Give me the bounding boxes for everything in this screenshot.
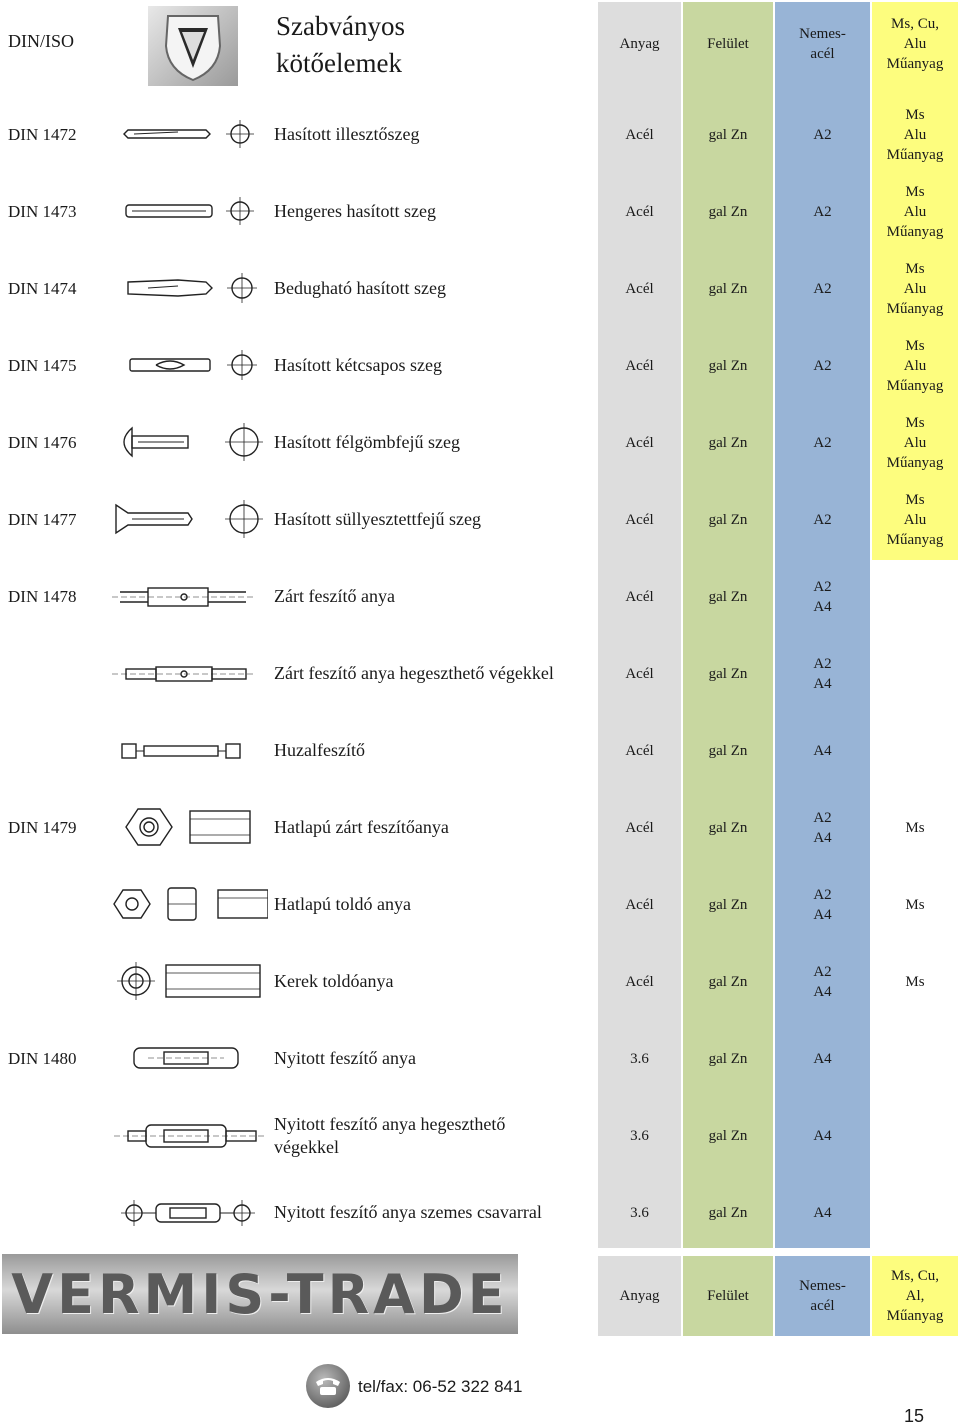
row-code: DIN 1478 xyxy=(8,586,77,606)
table-row xyxy=(0,1020,960,1097)
round-coupling-nut-icon xyxy=(108,951,268,1011)
cell-nemesacel: A2 A4 xyxy=(813,655,832,692)
brand-name: VERMIS-TRADE xyxy=(11,1262,509,1326)
row-name xyxy=(274,635,596,712)
row-name xyxy=(274,173,596,250)
row-code: DIN 1480 xyxy=(8,1048,77,1068)
row-name xyxy=(274,1174,596,1251)
row-name xyxy=(274,96,596,173)
cell-felulet: gal Zn xyxy=(708,896,748,913)
row-name xyxy=(274,789,596,866)
cell-anyag: Acél xyxy=(625,973,654,990)
cell-nemesacel: A4 xyxy=(813,742,832,759)
shield-logo-icon xyxy=(148,6,238,86)
cell-other: Ms Alu Műanyag xyxy=(886,260,944,317)
cell-anyag: Acél xyxy=(625,665,654,682)
cell-other: Ms Alu Műanyag xyxy=(886,414,944,471)
cell-nemesacel: A2 xyxy=(813,511,832,528)
row-name-line: Zárt feszítő anya hegeszthető végekkel xyxy=(274,663,554,683)
cell-anyag: Acél xyxy=(625,819,654,836)
hex-turnbuckle-nut-icon xyxy=(108,797,268,857)
page-number: 15 xyxy=(904,1406,925,1426)
cell-felulet: gal Zn xyxy=(708,819,748,836)
table-row xyxy=(0,789,960,866)
cell-anyag: 3.6 xyxy=(630,1127,649,1144)
insert-grooved-pin-icon xyxy=(108,258,268,318)
row-name xyxy=(274,712,596,789)
cell-nemesacel: A2 xyxy=(813,434,832,451)
header-nemesacel: Nemes- acél xyxy=(799,26,846,62)
cell-nemesacel: A2 A4 xyxy=(813,886,832,923)
row-code: DIN 1474 xyxy=(8,278,77,298)
cell-nemesacel: A2 A4 xyxy=(813,578,832,615)
table-row xyxy=(0,327,960,404)
row-name-line: Hasított kétcsapos szeg xyxy=(274,355,442,375)
table-row xyxy=(0,1174,960,1251)
row-name xyxy=(274,943,596,1020)
cell-felulet: gal Zn xyxy=(708,665,748,682)
cell-other: Ms Alu Műanyag xyxy=(886,106,944,163)
cell-felulet: gal Zn xyxy=(708,973,748,990)
cell-other: Ms Alu Műanyag xyxy=(886,183,944,240)
row-name-line: Hengeres hasított szeg xyxy=(274,201,436,221)
grooved-pin-icon xyxy=(108,104,268,164)
cell-other: Ms Alu Műanyag xyxy=(886,337,944,394)
cell-nemesacel: A2 A4 xyxy=(813,809,832,846)
row-code: DIN 1475 xyxy=(8,355,77,375)
phone-icon xyxy=(306,1364,350,1408)
row-name xyxy=(274,558,596,635)
row-name-line: Nyitott feszítő anya xyxy=(274,1048,416,1068)
footer-nemesacel: Nemes- acél xyxy=(799,1278,846,1314)
header-logo xyxy=(148,6,238,86)
cell-anyag: Acél xyxy=(625,280,654,297)
cell-other: Ms Alu Műanyag xyxy=(886,491,944,548)
cell-felulet: gal Zn xyxy=(708,1127,748,1144)
cell-anyag: Acél xyxy=(625,203,654,220)
cell-nemesacel: A4 xyxy=(813,1127,832,1144)
cell-nemesacel: A4 xyxy=(813,1204,832,1221)
cell-nemesacel: A2 A4 xyxy=(813,963,832,1000)
cell-felulet: gal Zn xyxy=(708,203,748,220)
cell-nemesacel: A2 xyxy=(813,126,832,143)
cell-anyag: 3.6 xyxy=(630,1050,649,1067)
header-anyag: Anyag xyxy=(619,36,660,52)
row-code: DIN 1477 xyxy=(8,509,77,529)
row-name-line: Nyitott feszítő anya szemes csavarral xyxy=(274,1202,542,1222)
footer-other: Ms, Cu, Al, Műanyag xyxy=(886,1268,944,1324)
row-name xyxy=(274,1020,596,1097)
open-turnbuckle-icon xyxy=(108,1028,268,1088)
table-row xyxy=(0,404,960,481)
cell-felulet: gal Zn xyxy=(708,588,748,605)
cell-other: Ms xyxy=(905,819,925,836)
header-code-label: DIN/ISO xyxy=(8,31,74,51)
cell-anyag: Acél xyxy=(625,511,654,528)
brand-logo xyxy=(2,1254,518,1334)
cell-felulet: gal Zn xyxy=(708,280,748,297)
header-other: Ms, Cu, Alu Műanyag xyxy=(886,16,944,72)
cell-anyag: Acél xyxy=(625,357,654,374)
table-row xyxy=(0,712,960,789)
cell-nemesacel: A2 xyxy=(813,203,832,220)
row-name-line: Nyitott feszítő anya hegeszthető xyxy=(274,1113,506,1134)
page-title: Szabványos kötőelemek xyxy=(276,11,405,78)
cell-felulet: gal Zn xyxy=(708,511,748,528)
row-name-line: végekkel xyxy=(274,1136,339,1157)
table-row xyxy=(0,635,960,712)
closed-turnbuckle-icon xyxy=(108,566,268,626)
cell-felulet: gal Zn xyxy=(708,434,748,451)
row-name-line: Hasított félgömbfejű szeg xyxy=(274,432,460,452)
open-turnbuckle-weld-ends-icon xyxy=(108,1105,268,1165)
table-row xyxy=(0,250,960,327)
row-name-line: Bedugható hasított szeg xyxy=(274,278,446,298)
center-grooved-pin-icon xyxy=(108,335,268,395)
cell-nemesacel: A2 xyxy=(813,280,832,297)
row-name xyxy=(274,866,596,943)
cell-anyag: Acél xyxy=(625,742,654,759)
closed-turnbuckle-weld-ends-icon xyxy=(108,643,268,703)
cell-anyag: 3.6 xyxy=(630,1204,649,1221)
open-turnbuckle-eye-bolt-icon xyxy=(108,1182,268,1242)
row-name-line: Hatlapú toldó anya xyxy=(274,894,411,914)
cell-felulet: gal Zn xyxy=(708,1050,748,1067)
cell-anyag: Acél xyxy=(625,896,654,913)
countersunk-grooved-pin-icon xyxy=(108,489,268,549)
table-row xyxy=(0,1097,960,1174)
header-felulet: Felület xyxy=(707,36,749,52)
row-name xyxy=(274,250,596,327)
row-name-line: Zárt feszítő anya xyxy=(274,586,395,606)
cell-other: Ms xyxy=(905,973,925,990)
row-name-line: Hatlapú zárt feszítőanya xyxy=(274,817,449,837)
table-row xyxy=(0,943,960,1020)
row-code: DIN 1476 xyxy=(8,432,77,452)
row-name xyxy=(274,481,596,558)
row-name-line: Kerek toldóanya xyxy=(274,971,394,991)
cell-nemesacel: A2 xyxy=(813,357,832,374)
footer-felulet: Felület xyxy=(707,1288,749,1304)
row-code: DIN 1479 xyxy=(8,817,77,837)
row-name xyxy=(274,404,596,481)
row-name-line: Huzalfeszítő xyxy=(274,740,365,760)
footer-anyag: Anyag xyxy=(619,1288,660,1304)
row-code: DIN 1472 xyxy=(8,124,77,144)
table-row xyxy=(0,481,960,558)
cell-nemesacel: A4 xyxy=(813,1050,832,1067)
cell-anyag: Acél xyxy=(625,434,654,451)
cell-other: Ms xyxy=(905,896,925,913)
cell-anyag: Acél xyxy=(625,588,654,605)
row-name xyxy=(274,1097,596,1174)
cell-anyag: Acél xyxy=(625,126,654,143)
row-name-line: Hasított süllyesztettfejű szeg xyxy=(274,509,481,529)
row-code: DIN 1473 xyxy=(8,201,77,221)
round-head-grooved-pin-icon xyxy=(108,412,268,472)
table-row xyxy=(0,173,960,250)
row-name xyxy=(274,327,596,404)
cell-felulet: gal Zn xyxy=(708,126,748,143)
wire-tensioner-icon xyxy=(108,720,268,780)
table-row xyxy=(0,96,960,173)
table-row xyxy=(0,558,960,635)
contact-phone: tel/fax: 06-52 322 841 xyxy=(358,1377,523,1396)
table-row xyxy=(0,866,960,943)
row-name-line: Hasított illesztőszeg xyxy=(274,124,420,144)
cylindrical-grooved-pin-icon xyxy=(108,181,268,241)
cell-felulet: gal Zn xyxy=(708,357,748,374)
hex-coupling-nut-icon xyxy=(108,874,268,934)
cell-felulet: gal Zn xyxy=(708,1204,748,1221)
cell-felulet: gal Zn xyxy=(708,742,748,759)
